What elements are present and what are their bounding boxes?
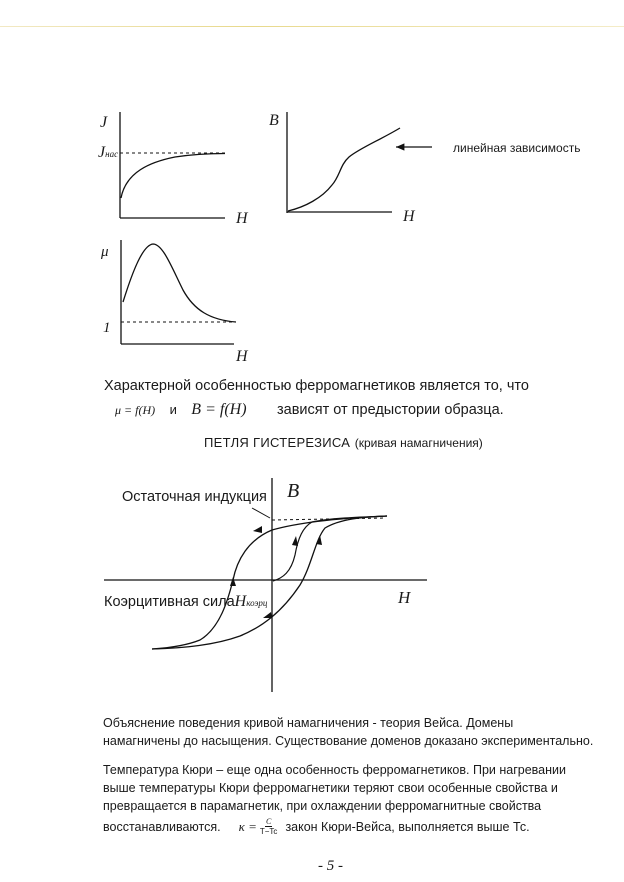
page-number: - 5 - xyxy=(318,858,343,874)
coercive-sub: коэрц xyxy=(246,598,268,608)
formula-denominator: T−Tc xyxy=(259,827,278,836)
graph-j-saturation-sub: нас xyxy=(105,149,119,159)
arrow-upper xyxy=(253,526,262,533)
paragraph3-line2: выше температуры Кюри ферромагнетики теряют свои особенные свойства и xyxy=(103,781,558,795)
hysteresis-lower-branch xyxy=(152,516,387,649)
paragraph3-line1: Температура Кюри – еще одна особенность ферромагнетиков. При нагревании xyxy=(103,763,566,777)
paragraph3-line4-start: восстанавливаются. xyxy=(103,819,221,834)
graph-b-x-label: H xyxy=(403,208,415,225)
formula-b: B = f(H) xyxy=(191,401,247,418)
graph-b-h xyxy=(287,112,432,213)
hysteresis-h-label: H xyxy=(398,588,411,607)
paragraph3-line4 xyxy=(103,817,530,836)
graph-mu-curve xyxy=(123,244,236,322)
paragraph3-line4-end: закон Кюри-Вейса, выполняется выше Тс. xyxy=(285,819,530,834)
formula-mu: μ = f(H) xyxy=(115,403,156,417)
graph-j-saturation-label: Jнас xyxy=(98,144,119,161)
graph-j-curve xyxy=(121,154,225,199)
graph-mu-y-label: μ xyxy=(101,244,109,260)
coercive-symbol: H xyxy=(234,593,247,610)
paragraph1-line1: Характерной особенностью ферромагнетиков является то, что xyxy=(104,378,529,394)
paragraph2-line2: намагничены до насыщения. Существование доменов доказано экспериментально. xyxy=(103,734,594,748)
hysteresis-title-main: ПЕТЛЯ ГИСТЕРЕЗИСА xyxy=(204,435,351,450)
hysteresis-title xyxy=(204,434,483,452)
formula-kappa: κ = xyxy=(238,818,257,834)
hysteresis-upper-branch xyxy=(152,516,387,649)
graph-j-x-label: H xyxy=(236,210,248,227)
arrow-left xyxy=(230,577,236,586)
graph-j-h xyxy=(120,112,225,218)
hysteresis-subtitle: (кривая намагничения) xyxy=(354,436,483,450)
arrow-lower xyxy=(263,612,272,618)
linear-dependence-label: линейная зависимость xyxy=(453,141,581,155)
arrow-initial xyxy=(292,536,298,546)
and-word: и xyxy=(169,402,177,417)
coercive-force-text: Коэрцитивная сила xyxy=(104,594,235,610)
paragraph1-rest: зависят от предыстории образца. xyxy=(276,402,504,418)
residual-induction-label: Остаточная индукция xyxy=(122,489,267,505)
arrow-lower-right xyxy=(316,535,322,545)
coercive-force-label xyxy=(104,593,267,611)
graph-j-y-label: J xyxy=(100,114,108,131)
formula-numerator: C xyxy=(265,817,272,826)
hysteresis-b-label: B xyxy=(287,480,300,502)
graph-b-curve xyxy=(288,128,400,211)
formula-fraction xyxy=(260,817,278,836)
paragraph2-line1: Объяснение поведения кривой намагничения - теория Вейса. Домены xyxy=(103,716,514,730)
graph-mu-h xyxy=(121,240,236,344)
paragraph1-line2 xyxy=(115,401,504,419)
graph-mu-one-label: 1 xyxy=(103,320,111,336)
graph-mu-x-label: H xyxy=(236,348,248,365)
hysteresis-figure xyxy=(104,478,427,692)
paragraph3-line3: превращается в парамагнетик, при охлаждении ферромагнитные свойства xyxy=(103,799,542,813)
graph-b-y-label: B xyxy=(269,112,279,129)
residual-induction-pointer xyxy=(252,508,270,518)
